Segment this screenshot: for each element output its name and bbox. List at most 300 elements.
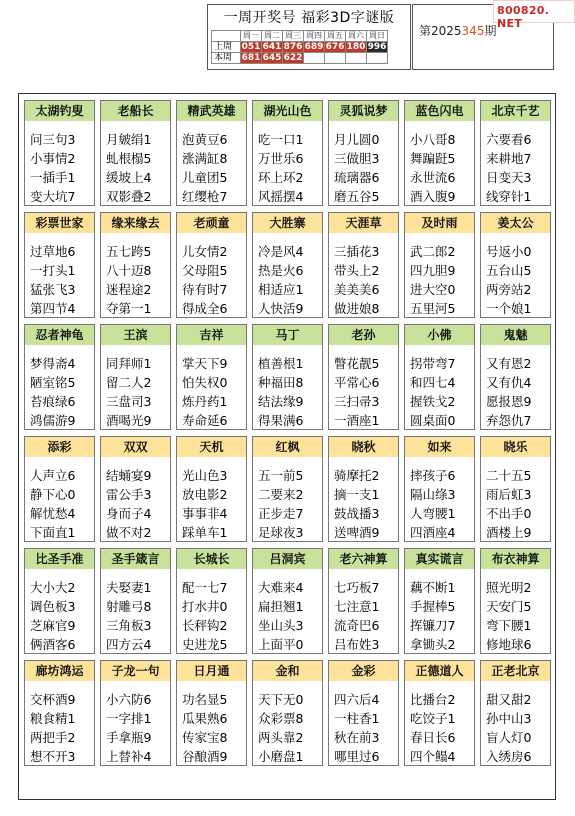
- riddle-line: 永世流6: [410, 170, 456, 185]
- riddle-line: 四六后4: [334, 692, 380, 707]
- result-number-empty: [325, 53, 346, 64]
- riddle-cell: [252, 100, 323, 206]
- riddle-line: 愿报恩9: [486, 394, 532, 409]
- riddle-cell: [100, 212, 171, 318]
- cell-title: 圣手箴言: [101, 549, 170, 569]
- riddle-line: 带头上2: [334, 263, 380, 278]
- cell-lines: [486, 690, 531, 766]
- riddle-line: 照光明2: [486, 580, 532, 595]
- cell-lines: [182, 466, 227, 542]
- riddle-line: 大小大2: [30, 580, 76, 595]
- cell-lines: [106, 466, 151, 542]
- cell-lines: [410, 690, 455, 766]
- riddle-line: 藕不断1: [410, 580, 456, 595]
- riddle-cell: [404, 548, 475, 654]
- riddle-line: 上面平0: [258, 637, 304, 652]
- cell-title: 缘来缘去: [101, 213, 170, 233]
- riddle-line: 比播台2: [410, 692, 456, 707]
- riddle-line: 天安门5: [486, 599, 532, 614]
- riddle-line: 相适应1: [258, 282, 304, 297]
- cell-title: 忍者神龟: [25, 325, 94, 345]
- riddle-line: 同拜师1: [106, 356, 152, 371]
- riddle-line: 二要来2: [258, 487, 304, 502]
- cell-lines: [30, 354, 75, 430]
- riddle-line: 红缨枪7: [182, 189, 228, 204]
- riddle-cell: [252, 436, 323, 542]
- riddle-line: 酒喝光9: [106, 413, 152, 428]
- riddle-line: 射雕弓8: [106, 599, 152, 614]
- riddle-line: 涨满缸8: [182, 151, 228, 166]
- riddle-line: 瓜果熟6: [182, 711, 228, 726]
- riddle-cell: [404, 324, 475, 430]
- riddle-line: 鸿儒游9: [30, 413, 76, 428]
- riddle-line: 手握棒5: [410, 599, 456, 614]
- result-number: 180: [346, 42, 366, 52]
- riddle-line: 夺第一1: [106, 301, 152, 316]
- result-number-empty: [304, 53, 325, 64]
- riddle-line: 放电影2: [182, 487, 228, 502]
- riddle-line: 又有恩2: [486, 356, 532, 371]
- riddle-cell: [328, 660, 399, 766]
- riddle-line: 小六防6: [106, 692, 152, 707]
- riddle-line: 打水井0: [182, 599, 228, 614]
- riddle-line: 入绣房6: [486, 749, 532, 764]
- cell-lines: [334, 466, 379, 542]
- riddle-line: 得成全6: [182, 301, 228, 316]
- riddle-line: 苔痕绿6: [30, 394, 76, 409]
- riddle-line: 五里河5: [410, 301, 456, 316]
- riddle-cell: [480, 212, 551, 318]
- riddle-line: 陋室铭5: [30, 375, 76, 390]
- cell-title: 蓝色闪电: [405, 101, 474, 121]
- riddle-line: 寿命延6: [182, 413, 228, 428]
- corner-cell: [212, 31, 241, 42]
- riddle-line: 手拿瓶9: [106, 730, 152, 745]
- this-week-row: [212, 53, 388, 64]
- riddle-line: 粮食精1: [30, 711, 76, 726]
- cell-lines: [182, 242, 227, 318]
- riddle-cell: [480, 548, 551, 654]
- riddle-line: 传家宝8: [182, 730, 228, 745]
- riddle-line: 泡黄豆6: [182, 132, 228, 147]
- riddle-line: 人声立6: [30, 468, 76, 483]
- riddle-cell: [100, 660, 171, 766]
- riddle-line: 吕布姓3: [334, 637, 380, 652]
- riddle-cell: [24, 212, 95, 318]
- cell-title: 真实谎言: [405, 549, 474, 569]
- riddle-cell: [176, 660, 247, 766]
- riddle-line: 待有时7: [182, 282, 228, 297]
- riddle-line: 六要看6: [486, 132, 532, 147]
- day-header: 周五: [325, 31, 346, 42]
- result-number: 876: [283, 42, 303, 52]
- cell-title: 晓乐: [481, 437, 550, 457]
- cell-title: 天涯草: [329, 213, 398, 233]
- cell-title: 正德道人: [405, 661, 474, 681]
- riddle-line: 哪里过6: [334, 749, 380, 764]
- result-number: 689: [304, 42, 324, 52]
- riddle-line: 拐带弯7: [410, 356, 456, 371]
- riddle-line: 酒入腹9: [410, 189, 456, 204]
- riddle-line: 芝麻官9: [30, 618, 76, 633]
- riddle-line: 和四七4: [410, 375, 456, 390]
- riddle-line: 美美美6: [334, 282, 380, 297]
- riddle-line: 双影叠2: [106, 189, 152, 204]
- riddle-line: 日变天3: [486, 170, 532, 185]
- riddle-line: 两旁站2: [486, 282, 532, 297]
- riddle-line: 第四节4: [30, 301, 76, 316]
- riddle-line: 功名显5: [182, 692, 228, 707]
- cell-title: 老顽童: [177, 213, 246, 233]
- riddle-line: 一字排1: [106, 711, 152, 726]
- riddle-line: 热是火6: [258, 263, 304, 278]
- riddle-cell: [480, 324, 551, 430]
- cell-title: 子龙一句: [101, 661, 170, 681]
- weekly-results-table: [211, 30, 388, 64]
- riddle-line: 史进龙5: [182, 637, 228, 652]
- riddle-line: 武二郎2: [410, 244, 456, 259]
- result-number: 681: [241, 53, 261, 63]
- result-number: 645: [262, 53, 282, 63]
- riddle-line: 调色板3: [30, 599, 76, 614]
- result-number: 996: [367, 42, 387, 52]
- riddle-line: 两把手2: [30, 730, 76, 745]
- cell-title: 老六神算: [329, 549, 398, 569]
- riddle-line: 号返小0: [486, 244, 532, 259]
- result-number: 641: [262, 42, 282, 52]
- riddle-cell: [252, 212, 323, 318]
- riddle-line: 做进娘8: [334, 301, 380, 316]
- day-header: 周二: [262, 31, 283, 42]
- riddle-line: 解忧愁4: [30, 506, 76, 521]
- riddle-line: 摘一支1: [334, 487, 380, 502]
- riddle-line: 骑摩托2: [334, 468, 380, 483]
- riddle-line: 三角板3: [106, 618, 152, 633]
- riddle-line: 一打头1: [30, 263, 76, 278]
- cell-title: 姜太公: [481, 213, 550, 233]
- riddle-line: 又有仇4: [486, 375, 532, 390]
- riddle-cell: [404, 100, 475, 206]
- riddle-line: 弃怨仇7: [486, 413, 532, 428]
- riddle-line: 众彩票8: [258, 711, 304, 726]
- cell-lines: [182, 130, 227, 206]
- riddle-line: 万世乐6: [258, 151, 304, 166]
- cell-lines: [486, 242, 531, 318]
- riddle-line: 孙中山3: [486, 711, 532, 726]
- riddle-line: 不出手0: [486, 506, 532, 521]
- riddle-line: 过草地6: [30, 244, 76, 259]
- riddle-line: 三扫帚3: [334, 394, 380, 409]
- riddle-line: 磨五谷5: [334, 189, 380, 204]
- riddle-line: 三做胆3: [334, 151, 380, 166]
- last-week-row: [212, 42, 388, 53]
- cell-lines: [486, 354, 531, 430]
- riddle-line: 儿女情2: [182, 244, 228, 259]
- cell-title: 灵狐说梦: [329, 101, 398, 121]
- riddle-line: 正步走7: [258, 506, 304, 521]
- riddle-line: 身而子4: [106, 506, 152, 521]
- riddle-line: 送啤酒9: [334, 525, 380, 540]
- cell-lines: [410, 242, 455, 318]
- riddle-line: 八十迈8: [106, 263, 152, 278]
- riddle-cell: [176, 548, 247, 654]
- riddle-line: 舞蹁跹5: [410, 151, 456, 166]
- riddle-line: 风摇摆4: [258, 189, 304, 204]
- riddle-line: 月皴绢1: [106, 132, 152, 147]
- riddle-cell: [176, 100, 247, 206]
- riddle-line: 缓坡上4: [106, 170, 152, 185]
- result-number-empty: [346, 53, 367, 64]
- riddle-line: 下面直1: [30, 525, 76, 540]
- cell-title: 天机: [177, 437, 246, 457]
- riddle-line: 大难来4: [258, 580, 304, 595]
- riddle-line: 人弯腰1: [410, 506, 456, 521]
- cell-lines: [182, 578, 227, 654]
- issue-highlight: 345: [461, 24, 485, 38]
- cell-title: 吉祥: [177, 325, 246, 345]
- cell-lines: [334, 242, 379, 318]
- riddle-line: 二十五5: [486, 468, 532, 483]
- riddle-cell: [404, 436, 475, 542]
- cell-title: 金和: [253, 661, 322, 681]
- riddle-cell: [404, 212, 475, 318]
- riddle-line: 想不开3: [30, 749, 76, 764]
- riddle-line: 琉璃器6: [334, 170, 380, 185]
- riddle-line: 吃一口1: [258, 132, 304, 147]
- riddle-line: 上替补4: [106, 749, 152, 764]
- riddle-cell: [100, 324, 171, 430]
- page-title: 一周开奖号 福彩3D字谜版: [223, 10, 395, 26]
- riddle-cell: [24, 324, 95, 430]
- cell-lines: [106, 578, 151, 654]
- riddle-line: 小磨盘1: [258, 749, 304, 764]
- riddle-line: 静下心0: [30, 487, 76, 502]
- riddle-line: 冷是风4: [258, 244, 304, 259]
- riddle-line: 三盘司3: [106, 394, 152, 409]
- cell-title: 湖光山色: [253, 101, 322, 121]
- riddle-line: 父母阻5: [182, 263, 228, 278]
- riddle-line: 圆桌面0: [410, 413, 456, 428]
- cell-title: 彩票世家: [25, 213, 94, 233]
- cell-title: 精武英雄: [177, 101, 246, 121]
- riddle-cell: [404, 660, 475, 766]
- cell-title: 布衣神算: [481, 549, 550, 569]
- cell-lines: [106, 354, 151, 430]
- riddle-line: 儿童团5: [182, 170, 228, 185]
- riddle-line: 植善根1: [258, 356, 304, 371]
- cell-lines: [258, 354, 303, 430]
- riddle-line: 拿锄头2: [410, 637, 456, 652]
- riddle-line: 进大空0: [410, 282, 456, 297]
- cell-title: 金彩: [329, 661, 398, 681]
- cell-title: 大胜寨: [253, 213, 322, 233]
- day-header: 周三: [283, 31, 304, 42]
- row-label: 本周: [212, 53, 241, 64]
- cell-lines: [106, 242, 151, 318]
- cell-lines: [30, 578, 75, 654]
- riddle-line: 做不对2: [106, 525, 152, 540]
- riddle-cell: [176, 436, 247, 542]
- riddle-line: 掌天下9: [182, 356, 228, 371]
- riddle-line: 怕失权0: [182, 375, 228, 390]
- riddle-line: 四个鳎4: [410, 749, 456, 764]
- cell-title: 小佛: [405, 325, 474, 345]
- riddle-line: 问三句3: [30, 132, 76, 147]
- riddle-line: 修地球6: [486, 637, 532, 652]
- cell-lines: [258, 242, 303, 318]
- issue-number: [419, 22, 496, 39]
- riddle-line: 梦得斋4: [30, 356, 76, 371]
- riddle-cell: [100, 548, 171, 654]
- cell-title: 双双: [101, 437, 170, 457]
- cell-title: 晓秋: [329, 437, 398, 457]
- riddle-line: 踩单车1: [182, 525, 228, 540]
- watermark-text: 800820. NET: [497, 4, 550, 30]
- cell-lines: [30, 130, 75, 206]
- riddle-line: 交杯酒9: [30, 692, 76, 707]
- riddle-cell: [24, 548, 95, 654]
- cell-lines: [182, 354, 227, 430]
- riddle-line: 结蛹宴9: [106, 468, 152, 483]
- riddle-cell: [328, 100, 399, 206]
- day-header: 周六: [346, 31, 367, 42]
- riddle-line: 配一七7: [182, 580, 228, 595]
- riddle-line: 足球夜3: [258, 525, 304, 540]
- cell-title: 北京千艺: [481, 101, 550, 121]
- cell-title: 鬼魅: [481, 325, 550, 345]
- cell-lines: [486, 466, 531, 542]
- riddle-line: 七巧板7: [334, 580, 380, 595]
- cell-title: 日月通: [177, 661, 246, 681]
- cell-lines: [410, 130, 455, 206]
- result-number: 676: [325, 42, 345, 52]
- results-header-row: [212, 31, 388, 42]
- riddle-line: 光山色3: [182, 468, 228, 483]
- cell-lines: [30, 466, 75, 542]
- riddle-line: 俩酒客6: [30, 637, 76, 652]
- cell-title: 廊坊鸿运: [25, 661, 94, 681]
- riddle-line: 五七跨5: [106, 244, 152, 259]
- riddle-cell: [176, 324, 247, 430]
- riddle-cell: [100, 436, 171, 542]
- riddle-line: 五台山5: [486, 263, 532, 278]
- row-label: 上周: [212, 42, 241, 53]
- riddle-cell: [24, 436, 95, 542]
- result-number: 622: [283, 53, 303, 63]
- cell-lines: [486, 130, 531, 206]
- riddle-line: 结法缘9: [258, 394, 304, 409]
- riddle-line: 得果满6: [258, 413, 304, 428]
- riddle-line: 线穿针1: [486, 189, 532, 204]
- riddle-line: 一酒座1: [334, 413, 380, 428]
- cell-title: 王滨: [101, 325, 170, 345]
- riddle-line: 炼丹药1: [182, 394, 228, 409]
- riddle-cell: [328, 324, 399, 430]
- day-header: 周日: [367, 31, 388, 42]
- riddle-line: 一个娘1: [486, 301, 532, 316]
- riddle-line: 平常心6: [334, 375, 380, 390]
- riddle-line: 月儿圆0: [334, 132, 380, 147]
- cell-lines: [258, 578, 303, 654]
- riddle-line: 人快活9: [258, 301, 304, 316]
- riddle-line: 扁担翘1: [258, 599, 304, 614]
- riddle-cell: [252, 324, 323, 430]
- day-header: 周四: [304, 31, 325, 42]
- cell-lines: [30, 690, 75, 766]
- riddle-line: 酒楼上9: [486, 525, 532, 540]
- riddle-line: 虬根榻5: [106, 151, 152, 166]
- riddle-line: 隔山绦3: [410, 487, 456, 502]
- riddle-line: 四方云4: [106, 637, 152, 652]
- riddle-cell: [252, 548, 323, 654]
- riddle-line: 留二人2: [106, 375, 152, 390]
- riddle-cell: [328, 212, 399, 318]
- riddle-cell: [100, 100, 171, 206]
- riddle-line: 春日长6: [410, 730, 456, 745]
- riddle-line: 鼓战播3: [334, 506, 380, 521]
- draw-results-panel: [207, 4, 411, 70]
- riddle-line: 环上环2: [258, 170, 304, 185]
- riddle-line: 天下无0: [258, 692, 304, 707]
- riddle-cell: [24, 100, 95, 206]
- riddle-line: 吃饺子1: [410, 711, 456, 726]
- riddle-line: 秋在前3: [334, 730, 380, 745]
- cell-lines: [334, 690, 379, 766]
- cell-title: 比圣手准: [25, 549, 94, 569]
- riddle-line: 甜又甜2: [486, 692, 532, 707]
- day-header: 周一: [241, 31, 262, 42]
- riddle-cell: [176, 212, 247, 318]
- issue-prefix: 第2025: [419, 24, 462, 38]
- riddle-cell: [24, 660, 95, 766]
- riddle-line: 小八哥8: [410, 132, 456, 147]
- cell-title: 马丁: [253, 325, 322, 345]
- cell-lines: [106, 130, 151, 206]
- riddle-line: 流奇巴6: [334, 618, 380, 633]
- riddle-line: 五一前5: [258, 468, 304, 483]
- cell-title: 正老北京: [481, 661, 550, 681]
- cell-lines: [334, 130, 379, 206]
- riddle-line: 迷程途2: [106, 282, 152, 297]
- riddle-line: 小事情2: [30, 151, 76, 166]
- cell-title: 吕洞宾: [253, 549, 322, 569]
- riddle-line: 摔孩子6: [410, 468, 456, 483]
- riddle-cell: [328, 548, 399, 654]
- riddle-line: 一插手1: [30, 170, 76, 185]
- cell-lines: [258, 466, 303, 542]
- riddle-line: 挥镰刀7: [410, 618, 456, 633]
- riddle-line: 夫娶妻1: [106, 580, 152, 595]
- riddle-cell: [328, 436, 399, 542]
- cell-lines: [334, 354, 379, 430]
- cell-title: 老船长: [101, 101, 170, 121]
- riddle-line: 猛张飞3: [30, 282, 76, 297]
- riddle-line: 长秤钩2: [182, 618, 228, 633]
- cell-lines: [182, 690, 227, 766]
- riddle-line: 弯下腰1: [486, 618, 532, 633]
- cell-lines: [334, 578, 379, 654]
- cell-lines: [258, 130, 303, 206]
- riddle-cell: [480, 436, 551, 542]
- cell-lines: [410, 354, 455, 430]
- cell-title: 太湖钓叟: [25, 101, 94, 121]
- riddle-line: 瞥花靓5: [334, 356, 380, 371]
- riddle-line: 雨后虹3: [486, 487, 532, 502]
- riddle-line: 七注意1: [334, 599, 380, 614]
- riddle-line: 四九胆9: [410, 263, 456, 278]
- riddle-line: 种福田8: [258, 375, 304, 390]
- watermark: [493, 0, 575, 30]
